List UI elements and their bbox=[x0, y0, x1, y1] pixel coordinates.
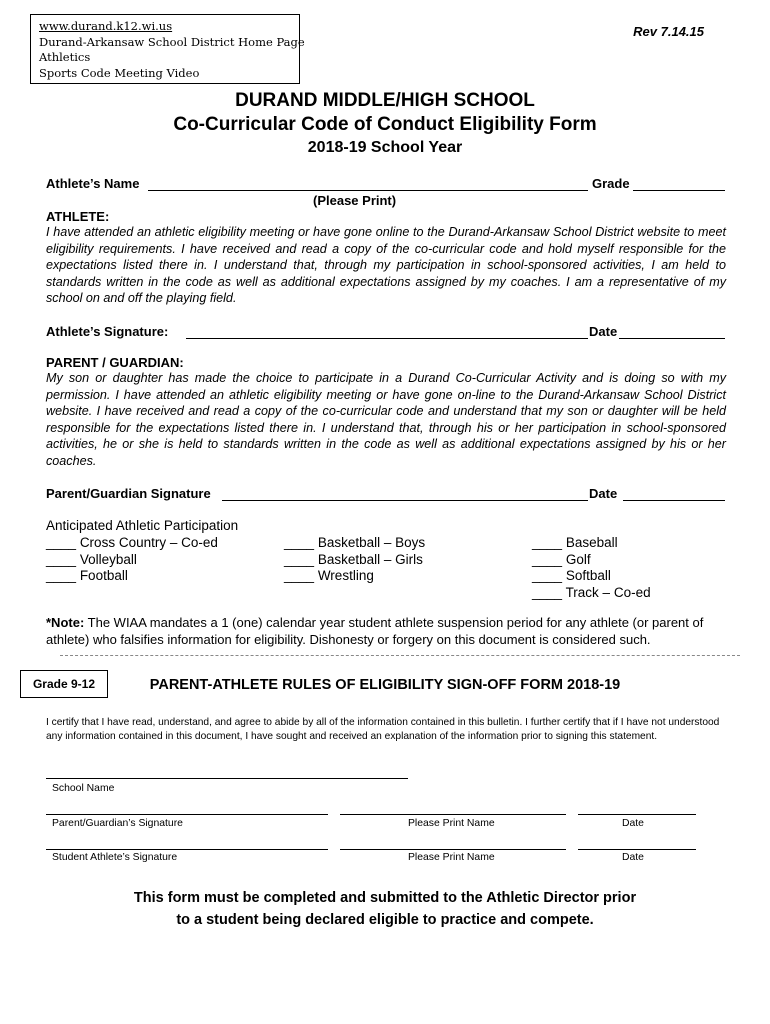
parent-date-field[interactable] bbox=[623, 500, 725, 501]
participation-heading: Anticipated Athletic Participation bbox=[46, 518, 239, 533]
student-date-caption: Date bbox=[622, 852, 644, 863]
links-box bbox=[30, 14, 305, 84]
sport-option[interactable]: ____ Wrestling bbox=[284, 568, 374, 584]
sport-option[interactable]: ____ Softball bbox=[532, 568, 611, 584]
athlete-signature-field[interactable] bbox=[186, 338, 588, 339]
school-name-field[interactable] bbox=[46, 778, 408, 779]
parent-print-name-field[interactable] bbox=[340, 814, 566, 815]
athlete-date-field[interactable] bbox=[619, 338, 725, 339]
parent-guardian-signature-label: Parent/Guardian’s Signature bbox=[52, 818, 183, 829]
sport-option[interactable]: ____ Basketball – Boys bbox=[284, 535, 426, 550]
athlete-date-label: Date bbox=[589, 324, 618, 339]
athletics-link[interactable]: Athletics bbox=[39, 50, 91, 64]
parent-statement: My son or daughter has made the choice to participate in a Durand Co-Curricular Activity and is doing so with my permission. I have attended an athletic eligibility meeting or have gone on-line to the Durand-Arkansaw School District website. I have received and read a copy of the co-curricular code and understand that my son or daughter will be held responsible for the expectations listed there in. I understand that, through his or her participation in school-sponsored activities, he or she is held to standards written in the code as well as additional expectations assigned by his or her coaches. bbox=[46, 371, 726, 468]
athlete-name-label: Athlete’s Name bbox=[46, 176, 140, 191]
parent-date-caption: Date bbox=[622, 818, 644, 829]
student-signature-field[interactable] bbox=[46, 849, 328, 850]
wiaa-note bbox=[46, 615, 730, 648]
sport-option[interactable]: ____ Baseball bbox=[532, 535, 618, 550]
student-print-name-field[interactable] bbox=[340, 849, 566, 850]
home-page-link[interactable]: Durand-Arkansaw School District Home Page bbox=[39, 34, 305, 49]
grade-field[interactable] bbox=[633, 190, 725, 191]
form-title: Co-Curricular Code of Conduct Eligibility Form bbox=[173, 114, 597, 135]
school-year: 2018-19 School Year bbox=[307, 139, 463, 156]
footer-line-2: to a student being declared eligible to practice and compete. bbox=[176, 912, 594, 928]
participation-col-1 bbox=[46, 535, 218, 585]
student-signature-label: Student Athlete’s Signature bbox=[52, 852, 178, 863]
parent-date-label: Date bbox=[589, 486, 618, 501]
signoff-title: PARENT-ATHLETE RULES OF ELIGIBILITY SIGN-OFF FORM 2018-19 bbox=[149, 677, 621, 693]
note-label: *Note: bbox=[46, 615, 85, 630]
parent-signature-field[interactable] bbox=[222, 500, 588, 501]
athlete-heading: ATHLETE: bbox=[46, 209, 110, 224]
athlete-name-field[interactable] bbox=[148, 190, 588, 191]
parent-heading: PARENT / GUARDIAN: bbox=[46, 355, 184, 370]
school-name-label: School Name bbox=[52, 783, 115, 794]
participation-col-3 bbox=[532, 535, 651, 601]
sport-option[interactable]: ____ Golf bbox=[532, 551, 591, 567]
district-url-link[interactable]: www.durand.k12.wi.us bbox=[39, 19, 173, 33]
athlete-statement: I have attended an athletic eligibility meeting or have gone online to the Durand-Arkansaw School District website to meet eligibility requirements. I have received and read a copy of the co-curricular code and hold myself responsible for the expectations listed there in. I understand that, through my participation in school-sponsored activities, I am held to standards written in the code as well as additional expectations assigned by my coaches. I am a representative of my school on and off the playing field. bbox=[46, 225, 726, 306]
parent-signoff-date-field[interactable] bbox=[578, 814, 696, 815]
revision-label: Rev 7.14.15 bbox=[633, 24, 704, 39]
sport-option[interactable]: ____ Basketball – Girls bbox=[284, 551, 423, 567]
parent-print-name-label: Please Print Name bbox=[408, 818, 495, 829]
sport-option[interactable]: ____ Track – Co-ed bbox=[532, 584, 651, 600]
footer-line-1: This form must be completed and submitted to the Athletic Director prior bbox=[133, 890, 637, 906]
cut-line-divider bbox=[60, 655, 740, 656]
school-title: DURAND MIDDLE/HIGH SCHOOL bbox=[235, 90, 535, 111]
sport-option[interactable]: ____ Cross Country – Co-ed bbox=[46, 535, 218, 550]
grade-badge: Grade 9-12 bbox=[20, 670, 108, 698]
parent-signature-label: Parent/Guardian Signature bbox=[46, 486, 211, 501]
sports-code-video-link[interactable]: Sports Code Meeting Video bbox=[39, 65, 200, 80]
certify-statement: I certify that I have read, understand, and agree to abide by all of the information contained in this bulletin. I further certify that if I have not understood any information contained in this document, I have sought and received an explanation of the information prior to signing this statement. bbox=[46, 717, 720, 742]
sport-option[interactable]: ____ Football bbox=[46, 568, 128, 584]
athlete-signature-label: Athlete’s Signature: bbox=[46, 324, 169, 339]
student-signoff-date-field[interactable] bbox=[578, 849, 696, 850]
please-print-note: (Please Print) bbox=[313, 193, 397, 208]
grade-label: Grade bbox=[592, 176, 630, 191]
note-text: The WIAA mandates a 1 (one) calendar year student athlete suspension period for any athlete (or parent of athlete) who falsifies information for eligibility. Dishonesty or forgery on this document is considered such. bbox=[46, 615, 704, 647]
participation-col-2 bbox=[284, 535, 425, 585]
student-print-name-label: Please Print Name bbox=[408, 852, 495, 863]
sport-option[interactable]: ____ Volleyball bbox=[46, 551, 137, 567]
parent-guardian-signature-field[interactable] bbox=[46, 814, 328, 815]
